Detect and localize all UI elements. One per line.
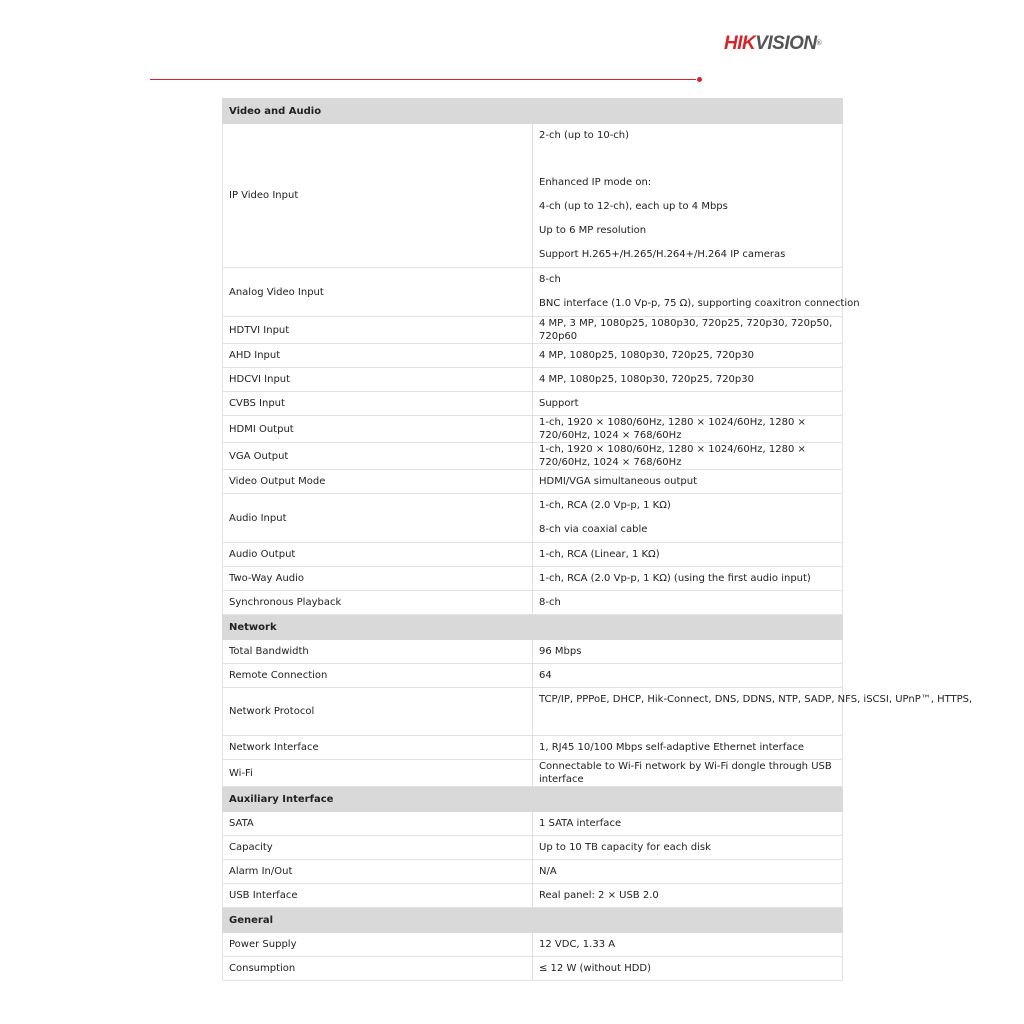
- spec-label: Remote Connection: [223, 664, 533, 688]
- spec-row: [223, 591, 843, 615]
- spec-row: [223, 957, 843, 981]
- spec-value: [533, 494, 843, 543]
- spec-label: Power Supply: [223, 933, 533, 957]
- section-header-fill: [533, 99, 843, 124]
- section-header-row: [223, 99, 843, 124]
- spec-value-line: 8-ch via coaxial cable: [539, 524, 648, 535]
- spec-label: HDMI Output: [223, 416, 533, 443]
- spec-label: CVBS Input: [223, 392, 533, 416]
- spec-value-line: Up to 6 MP resolution: [539, 225, 647, 236]
- spec-label: Audio Output: [223, 543, 533, 567]
- spec-value: Connectable to Wi-Fi network by Wi-Fi dongle through USB interface: [533, 760, 843, 787]
- spec-label: Network Interface: [223, 736, 533, 760]
- spec-label: Analog Video Input: [223, 268, 533, 317]
- spec-label: USB Interface: [223, 884, 533, 908]
- spec-value-line: 1-ch, RCA (2.0 Vp-p, 1 KΩ): [539, 500, 671, 511]
- spec-value: N/A: [533, 860, 843, 884]
- spec-label: Alarm In/Out: [223, 860, 533, 884]
- spec-value: 1, RJ45 10/100 Mbps self-adaptive Ethernet interface: [533, 736, 843, 760]
- section-header-fill: [533, 908, 843, 933]
- spec-label: VGA Output: [223, 443, 533, 470]
- section-header-row: [223, 908, 843, 933]
- spec-value: [533, 268, 860, 317]
- spec-row: [223, 317, 843, 344]
- spec-value-line: Support H.265+/H.265/H.264+/H.264 IP cameras: [539, 249, 786, 260]
- spec-value-gap: [539, 712, 836, 735]
- spec-row: [223, 836, 843, 860]
- spec-row: [223, 368, 843, 392]
- spec-label: HDTVI Input: [223, 317, 533, 344]
- section-header-fill: [533, 615, 843, 640]
- spec-value: 1-ch, 1920 × 1080/60Hz, 1280 × 1024/60Hz, 1280 × 720/60Hz, 1024 × 768/60Hz: [533, 416, 843, 443]
- spec-value: 12 VDC, 1.33 A: [533, 933, 843, 957]
- section-header-fill: [533, 787, 843, 812]
- spec-value: ≤ 12 W (without HDD): [533, 957, 843, 981]
- spec-value: 1-ch, RCA (Linear, 1 KΩ): [533, 543, 843, 567]
- spec-row: [223, 494, 843, 543]
- spec-value-line: BNC interface (1.0 Vp-p, 75 Ω), supporting coaxitron connection: [539, 298, 860, 309]
- spec-row: [223, 124, 843, 268]
- spec-value: Up to 10 TB capacity for each disk: [533, 836, 843, 860]
- spec-value-line: TCP/IP, PPPoE, DHCP, Hik-Connect, DNS, DDNS, NTP, SADP, NFS, iSCSI, UPnP™, HTTPS,: [539, 694, 973, 705]
- spec-row: [223, 344, 843, 368]
- header-rule: [150, 79, 696, 80]
- logo-primary: HIK: [724, 33, 756, 54]
- spec-value-line: 2-ch (up to 10-ch): [539, 130, 630, 141]
- spec-value: 8-ch: [533, 591, 843, 615]
- logo-secondary: VISION: [755, 33, 817, 54]
- spec-row: [223, 443, 843, 470]
- spec-value: 1-ch, RCA (2.0 Vp-p, 1 KΩ) (using the first audio input): [533, 567, 843, 591]
- spec-value-gap: [539, 148, 836, 171]
- spec-value: HDMI/VGA simultaneous output: [533, 470, 843, 494]
- spec-value: Support: [533, 392, 843, 416]
- header-rule-dot: [697, 77, 702, 82]
- spec-row: [223, 736, 843, 760]
- spec-value: 1-ch, 1920 × 1080/60Hz, 1280 × 1024/60Hz, 1280 × 720/60Hz, 1024 × 768/60Hz: [533, 443, 843, 470]
- spec-table: [222, 98, 973, 981]
- spec-row: [223, 664, 843, 688]
- section-title: Auxiliary Interface: [223, 787, 533, 812]
- spec-value: 96 Mbps: [533, 640, 843, 664]
- spec-table-body: [223, 99, 973, 981]
- spec-row: [223, 416, 843, 443]
- section-header-row: [223, 615, 843, 640]
- spec-row: [223, 688, 843, 736]
- spec-row: [223, 392, 843, 416]
- spec-row: [223, 268, 843, 317]
- spec-label: Synchronous Playback: [223, 591, 533, 615]
- spec-label: Total Bandwidth: [223, 640, 533, 664]
- spec-row: [223, 543, 843, 567]
- spec-label: Two-Way Audio: [223, 567, 533, 591]
- spec-row: [223, 760, 843, 787]
- spec-row: [223, 884, 843, 908]
- spec-value: 1 SATA interface: [533, 812, 843, 836]
- spec-row: [223, 470, 843, 494]
- spec-label: Video Output Mode: [223, 470, 533, 494]
- section-title: Video and Audio: [223, 99, 533, 124]
- spec-label: HDCVI Input: [223, 368, 533, 392]
- spec-value-line: 4-ch (up to 12-ch), each up to 4 Mbps: [539, 201, 728, 212]
- spec-label: SATA: [223, 812, 533, 836]
- spec-value: Real panel: 2 × USB 2.0: [533, 884, 843, 908]
- spec-value: [533, 124, 843, 268]
- spec-row: [223, 812, 843, 836]
- spec-value-line: 8-ch: [539, 274, 561, 285]
- spec-value: 4 MP, 3 MP, 1080p25, 1080p30, 720p25, 720p30, 720p50, 720p60: [533, 317, 843, 344]
- logo-mark: ®: [816, 40, 822, 47]
- section-header-row: [223, 787, 843, 812]
- spec-value: 4 MP, 1080p25, 1080p30, 720p25, 720p30: [533, 368, 843, 392]
- section-title: General: [223, 908, 533, 933]
- spec-label: IP Video Input: [223, 124, 533, 268]
- spec-row: [223, 640, 843, 664]
- spec-row: [223, 933, 843, 957]
- spec-label: AHD Input: [223, 344, 533, 368]
- spec-row: [223, 567, 843, 591]
- spec-value: [533, 688, 973, 736]
- spec-label: Audio Input: [223, 494, 533, 543]
- spec-label: Capacity: [223, 836, 533, 860]
- spec-label: Network Protocol: [223, 688, 533, 736]
- spec-value: 4 MP, 1080p25, 1080p30, 720p25, 720p30: [533, 344, 843, 368]
- spec-value: 64: [533, 664, 843, 688]
- section-title: Network: [223, 615, 533, 640]
- spec-value-line: Enhanced IP mode on:: [539, 177, 652, 188]
- spec-label: Wi-Fi: [223, 760, 533, 787]
- spec-row: [223, 860, 843, 884]
- hikvision-logo: [724, 33, 821, 55]
- spec-label: Consumption: [223, 957, 533, 981]
